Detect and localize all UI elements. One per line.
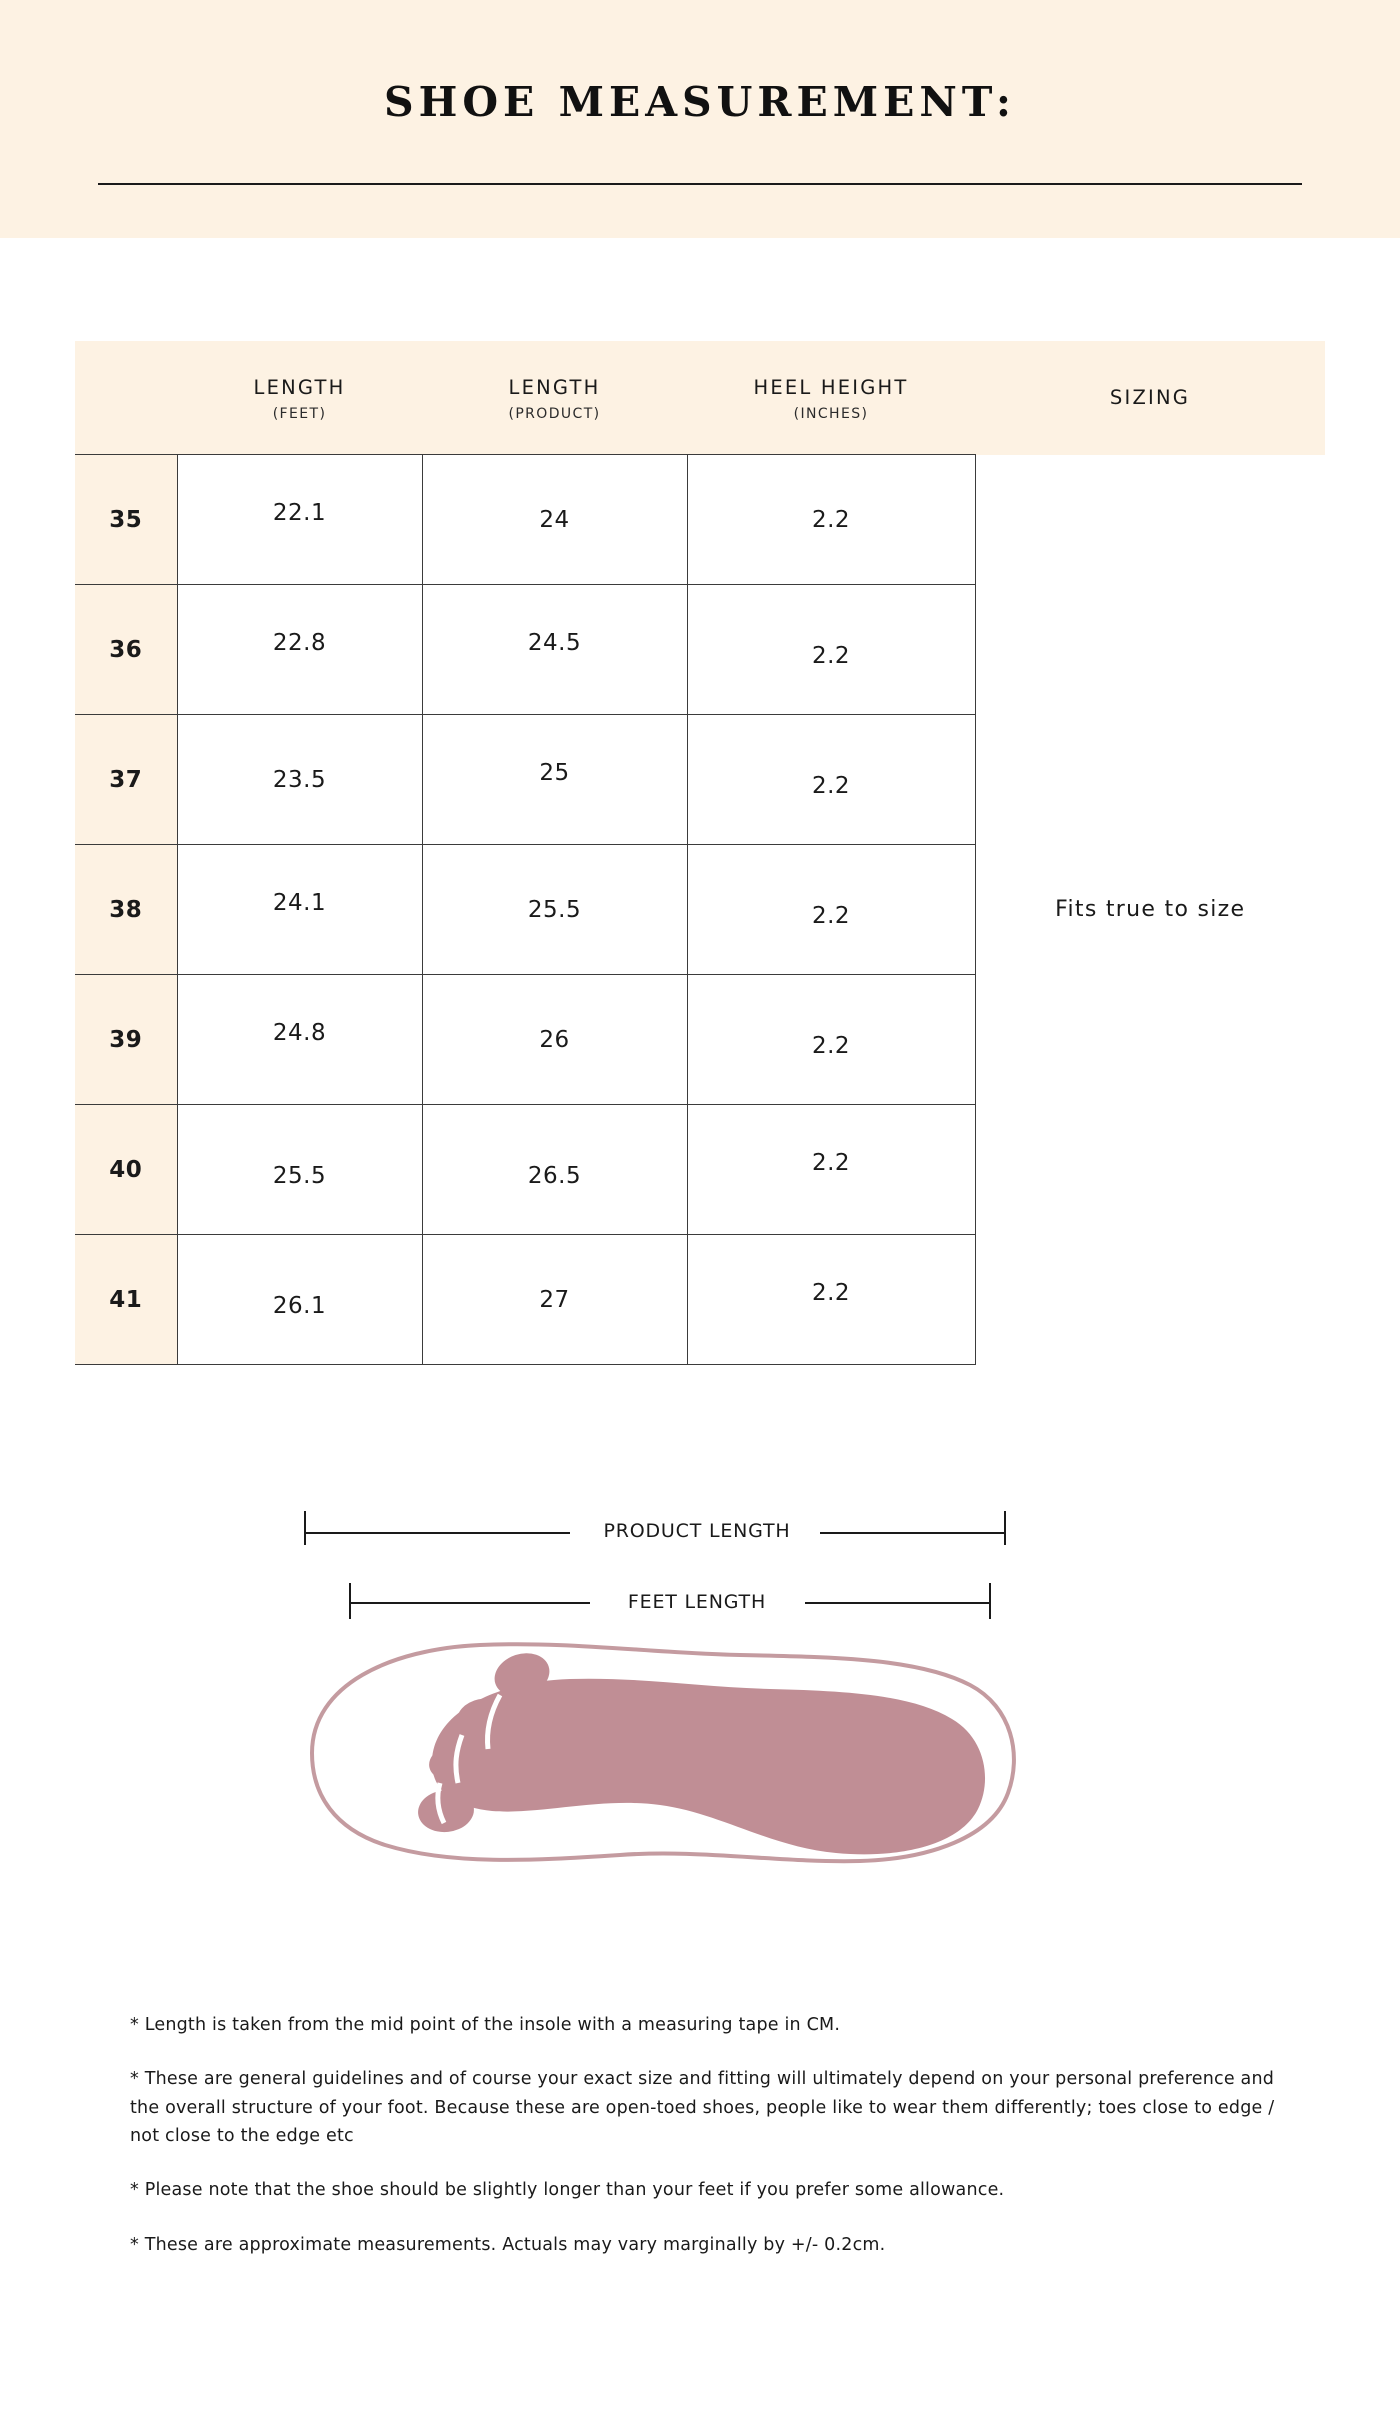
foot-sole-diagram bbox=[200, 1463, 1200, 1983]
foot-fill bbox=[432, 1679, 985, 1855]
note-item: * These are general guidelines and of course your exact size and fitting will ultimately depend on your personal preference and the overall structure of your foot. Because these are open-toed shoes, people like to wear them differently; toes close to edge / not close to the edge etc bbox=[130, 2069, 1275, 2147]
cell-length-product: 25 bbox=[422, 715, 687, 845]
column-header-length-product: LENGTH (PRODUCT) bbox=[422, 341, 687, 455]
cell-size: 36 bbox=[75, 585, 177, 715]
cell-length-feet: 22.8 bbox=[177, 585, 422, 715]
cell-length-product: 26 bbox=[422, 975, 687, 1105]
cell-heel-height: 2.2 bbox=[687, 845, 975, 975]
cell-length-feet: 22.1 bbox=[177, 455, 422, 585]
product-length-label: PRODUCT LENGTH bbox=[603, 1520, 791, 1542]
cell-length-product: 24 bbox=[422, 455, 687, 585]
cell-heel-height: 2.2 bbox=[687, 975, 975, 1105]
cell-heel-height: 2.2 bbox=[687, 1105, 975, 1235]
measurement-diagram bbox=[0, 1463, 1400, 1993]
cell-size: 40 bbox=[75, 1105, 177, 1235]
cell-size: 38 bbox=[75, 845, 177, 975]
table-body bbox=[75, 455, 1325, 1365]
header-divider bbox=[98, 183, 1302, 185]
cell-length-feet: 26.1 bbox=[177, 1235, 422, 1365]
table-header bbox=[75, 341, 1325, 455]
cell-length-product: 24.5 bbox=[422, 585, 687, 715]
cell-size: 35 bbox=[75, 455, 177, 585]
cell-heel-height: 2.2 bbox=[687, 455, 975, 585]
feet-length-measure bbox=[350, 1583, 990, 1619]
cell-sizing-note: Fits true to size bbox=[1055, 897, 1246, 922]
cell-heel-height: 2.2 bbox=[687, 1235, 975, 1365]
cell-length-feet: 24.8 bbox=[177, 975, 422, 1105]
feet-length-label: FEET LENGTH bbox=[627, 1591, 767, 1613]
cell-length-feet: 23.5 bbox=[177, 715, 422, 845]
cell-size: 41 bbox=[75, 1235, 177, 1365]
cell-length-feet: 24.1 bbox=[177, 845, 422, 975]
note-item: * Please note that the shoe should be slightly longer than your feet if you prefer some allowance. bbox=[130, 2180, 1005, 2201]
cell-length-product: 26.5 bbox=[422, 1105, 687, 1235]
cell-length-product: 25.5 bbox=[422, 845, 687, 975]
size-table-container bbox=[0, 341, 1400, 1365]
cell-heel-height: 2.2 bbox=[687, 715, 975, 845]
column-header-sizing: SIZING bbox=[975, 341, 1325, 455]
column-header-length-feet: LENGTH (FEET) bbox=[177, 341, 422, 455]
column-header-size bbox=[75, 341, 177, 455]
cell-length-feet: 25.5 bbox=[177, 1105, 422, 1235]
note-item: * These are approximate measurements. Actuals may vary marginally by +/- 0.2cm. bbox=[130, 2234, 886, 2255]
size-table bbox=[75, 341, 1325, 1365]
page-title: SHOE MEASUREMENT: bbox=[383, 78, 1016, 126]
cell-heel-height: 2.2 bbox=[687, 585, 975, 715]
note-item: * Length is taken from the mid point of the insole with a measuring tape in CM. bbox=[130, 2015, 841, 2035]
product-length-measure bbox=[305, 1511, 1005, 1547]
column-header-heel-height: HEEL HEIGHT (INCHES) bbox=[687, 341, 975, 455]
table-row bbox=[75, 455, 1325, 585]
cell-length-product: 27 bbox=[422, 1235, 687, 1365]
cell-size: 37 bbox=[75, 715, 177, 845]
cell-size: 39 bbox=[75, 975, 177, 1105]
header-banner bbox=[0, 0, 1400, 238]
notes-section bbox=[0, 2011, 1400, 2319]
